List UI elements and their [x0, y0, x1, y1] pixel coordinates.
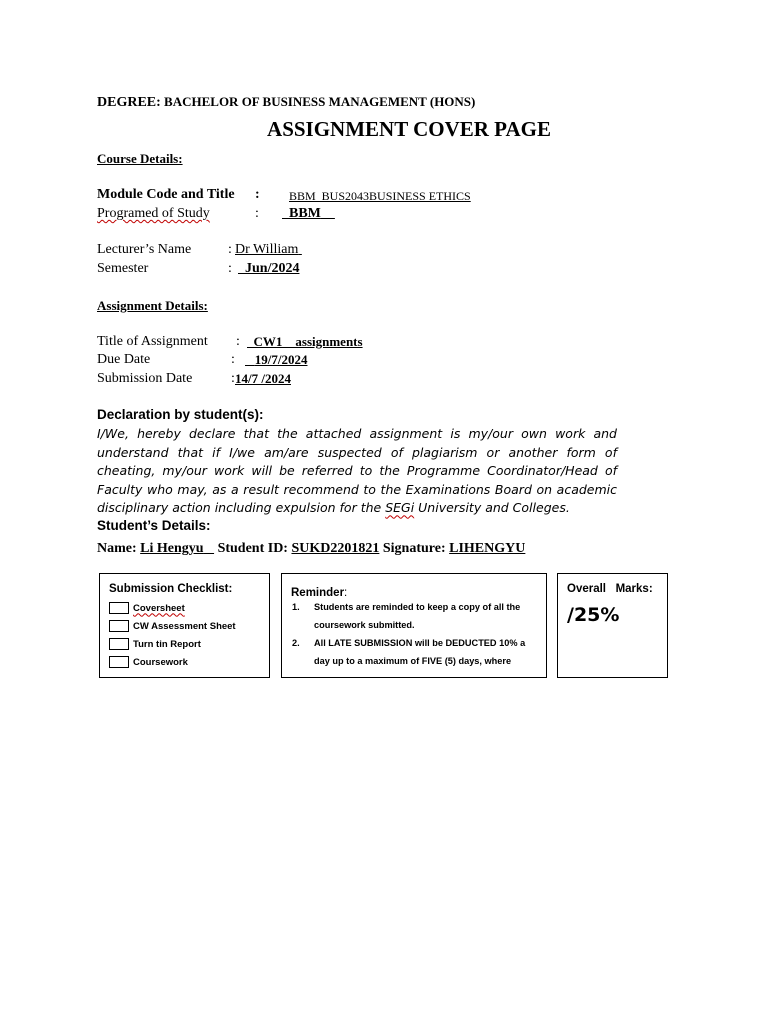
module-label: Module Code and Title	[97, 187, 235, 202]
programme-label-text: Programed of Study	[97, 206, 210, 221]
reminder-item-line: All LATE SUBMISSION will be DEDUCTED 10% a	[314, 638, 526, 648]
assignment-title-separator: :	[236, 334, 240, 349]
checklist-item-cw-assessment-sheet[interactable]	[109, 617, 236, 635]
assignment-title-value-text: CW1 assignments	[253, 334, 363, 349]
semester-value-text: Jun/2024	[245, 261, 300, 276]
reminder-item-line: coursework submitted.	[314, 620, 415, 630]
declaration-text	[97, 425, 617, 518]
overall-marks-box	[557, 573, 668, 678]
module-separator: :	[255, 187, 260, 202]
checklist-item-label: Turn tin Report	[133, 638, 201, 650]
declaration-text-main: I/We, hereby declare that the attached assignment is my/our own work and understand that if I/we am/are suspected of plagiarism or another form of cheating, my/our work will be referred to the Programme Coordinator/Head of Faculty who may, as a result recommend to the Examinations Board on academic disciplinary action including expulsion for the	[97, 426, 617, 516]
lecturer-label: Lecturer’s Name	[97, 242, 192, 257]
degree-value: BACHELOR OF BUSINESS MANAGEMENT (HONS)	[164, 94, 476, 109]
checklist-item-label: Coversheet	[133, 602, 185, 614]
signature-value: LIHENGYU	[449, 541, 526, 556]
checkbox[interactable]	[109, 656, 129, 668]
overall-marks-title: Overall Marks:	[567, 583, 653, 595]
declaration-text-end: University and Colleges.	[414, 500, 570, 516]
reminder-item-number: 1.	[292, 602, 300, 612]
checklist-items	[109, 599, 236, 671]
reminder-item	[292, 598, 540, 634]
checkbox[interactable]	[109, 602, 129, 614]
due-date-value-text: 19/7/2024	[254, 352, 308, 367]
programme-separator: :	[255, 206, 259, 221]
page-title: ASSIGNMENT COVER PAGE	[267, 117, 551, 141]
reminder-item-text	[314, 634, 525, 670]
name-label: Name:	[97, 541, 137, 556]
degree-line	[97, 94, 475, 111]
reminder-item-line: day up to a maximum of FIVE (5) days, where	[314, 656, 512, 666]
reminder-item-line: Students are reminded to keep a copy of all the	[314, 602, 521, 612]
degree-label: DEGREE:	[97, 95, 161, 110]
reminder-title-text: Reminder	[291, 587, 345, 599]
name-value	[140, 541, 214, 556]
student-id-label: Student ID:	[217, 541, 288, 556]
lecturer-separator: :	[228, 242, 232, 257]
due-date-separator: :	[231, 352, 235, 367]
reminder-title-colon: :	[344, 587, 348, 599]
student-details-line	[97, 541, 525, 557]
reminder-box	[281, 573, 547, 678]
submission-checklist-box	[99, 573, 270, 678]
reminder-item-text	[314, 598, 520, 634]
due-date-value	[245, 352, 307, 368]
lecturer-value	[235, 242, 302, 258]
checklist-item-coursework[interactable]	[109, 653, 236, 671]
assignment-title-value	[247, 334, 363, 350]
checklist-item-turnitin-report[interactable]	[109, 635, 236, 653]
submission-date-separator: :	[231, 371, 235, 386]
reminder-item-number: 2.	[292, 638, 300, 648]
due-date-label: Due Date	[97, 352, 151, 367]
checkbox[interactable]	[109, 620, 129, 632]
name-value-text: Li Hengyu	[140, 541, 204, 556]
reminder-item	[292, 634, 540, 670]
lecturer-value-text: Dr William	[235, 242, 299, 257]
semester-label: Semester	[97, 261, 149, 276]
course-details-heading: Course Details:	[97, 151, 183, 166]
semester-value	[238, 261, 299, 277]
checklist-item-label: CW Assessment Sheet	[133, 620, 236, 632]
checkbox[interactable]	[109, 638, 129, 650]
declaration-segi: SEGi	[385, 500, 415, 516]
declaration-heading: Declaration by student(s):	[97, 407, 264, 422]
submission-date-value: 14/7 /2024	[235, 371, 291, 386]
overall-marks-value: /25%	[567, 604, 620, 626]
programme-label	[97, 206, 210, 222]
student-details-heading: Student’s Details:	[97, 518, 211, 533]
semester-separator: :	[228, 261, 232, 276]
student-id-value: SUKD2201821	[291, 541, 380, 556]
checklist-item-label: Coursework	[133, 656, 188, 668]
programme-value	[282, 206, 335, 222]
module-value: BBM_BUS2043BUSINESS ETHICS	[289, 189, 471, 203]
checklist-title: Submission Checklist:	[109, 583, 233, 595]
reminder-items	[292, 598, 540, 670]
programme-value-text: BBM	[289, 206, 321, 221]
checklist-item-coversheet[interactable]	[109, 599, 236, 617]
signature-label: Signature:	[382, 541, 446, 556]
assignment-title-label: Title of Assignment	[97, 334, 208, 349]
assignment-details-heading: Assignment Details:	[97, 298, 208, 313]
submission-date-label: Submission Date	[97, 371, 193, 386]
